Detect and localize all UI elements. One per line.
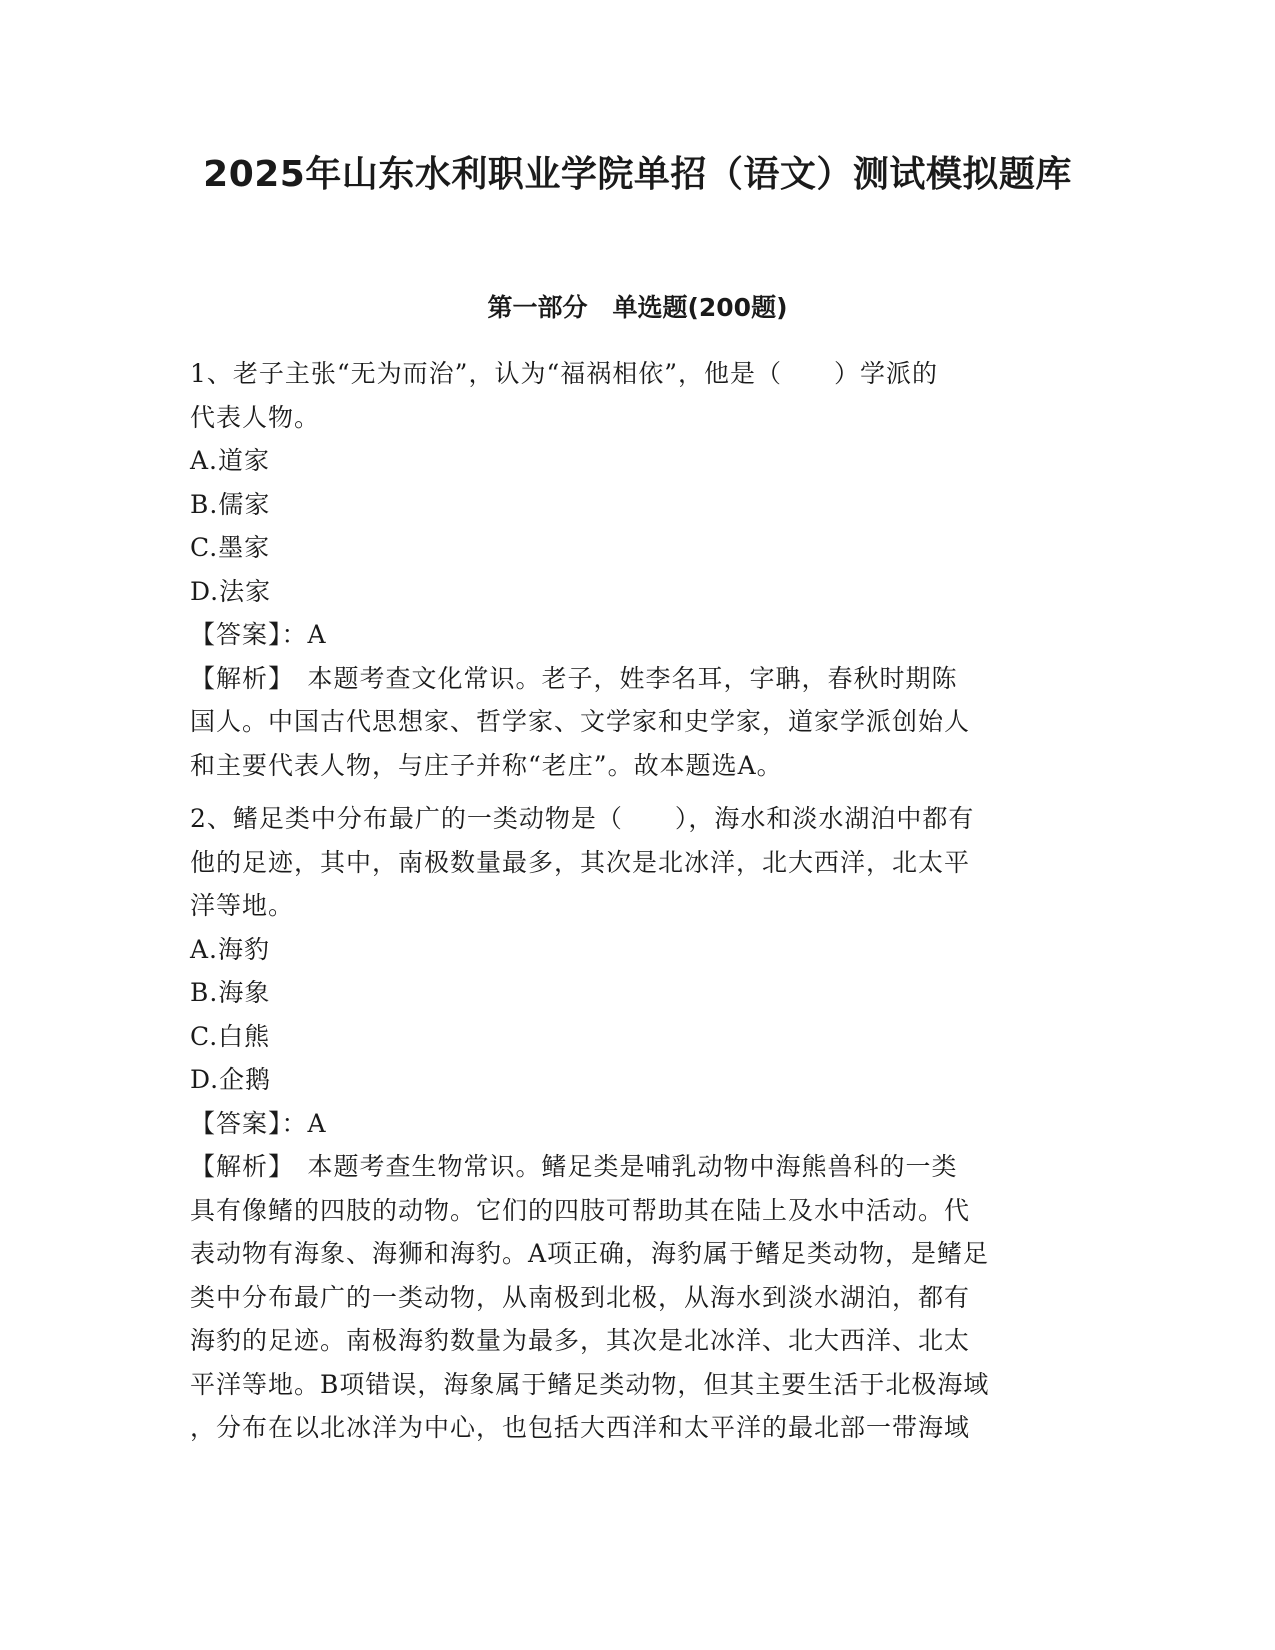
analysis-line: 【解析】 本题考查生物常识。鳍足类是哺乳动物中海熊兽科的一类 [190, 1152, 958, 1181]
analysis-line: 【解析】 本题考查文化常识。老子，姓李名耳，字聃，春秋时期陈 [190, 663, 958, 693]
document-title: 2025年山东水利职业学院单招（语文）测试模拟题库 [203, 154, 1072, 195]
option-c: C.白熊 [190, 1021, 271, 1051]
analysis-line: 平洋等地。B项错误，海象属于鳍足类动物，但其主要生活于北极海域 [190, 1369, 990, 1399]
option-d: D.企鹅 [190, 1065, 272, 1094]
option-a: A.道家 [190, 446, 271, 475]
question-stem-line: 洋等地。 [190, 891, 295, 920]
option-b: B.海象 [190, 978, 271, 1007]
analysis-line: 具有像鳍的四肢的动物。它们的四肢可帮助其在陆上及水中活动。代 [190, 1195, 971, 1225]
option-b: B.儒家 [190, 489, 271, 519]
option-a: A.海豹 [190, 934, 271, 964]
analysis-line: 表动物有海象、海狮和海豹。A项正确，海豹属于鳍足类动物，是鳍足 [190, 1239, 990, 1268]
option-c: C.墨家 [190, 533, 271, 562]
question-stem-line: 他的足迹，其中，南极数量最多，其次是北冰洋，北大西洋，北太平 [190, 847, 971, 877]
analysis-line: 类中分布最广的一类动物，从南极到北极，从海水到淡水湖泊，都有 [190, 1282, 971, 1312]
analysis-line: 海豹的足迹。南极海豹数量为最多，其次是北冰洋、北大西洋、北太 [190, 1326, 971, 1355]
option-d: D.法家 [190, 576, 272, 606]
analysis-line: ，分布在以北冰洋为中心，也包括大西洋和太平洋的最北部一带海域 [190, 1413, 971, 1442]
question-1 [190, 352, 1085, 787]
answer-line: 【答案】：A [190, 1108, 327, 1138]
question-stem-line: 1、老子主张“无为而治”，认为“福祸相依”，他是（ ）学派的 [190, 359, 939, 388]
analysis-line: 和主要代表人物，与庄子并称“老庄”。故本题选A。 [190, 750, 783, 780]
section-title: 第一部分 单选题(200题) [487, 293, 788, 322]
analysis-line: 国人。中国古代思想家、哲学家、文学家和史学家，道家学派创始人 [190, 707, 971, 736]
question-stem-line: 2、鳍足类中分布最广的一类动物是（ ），海水和淡水湖泊中都有 [190, 804, 975, 833]
question-list [190, 352, 1085, 1460]
answer-line: 【答案】：A [190, 620, 327, 649]
question-2 [190, 797, 1085, 1450]
question-stem-line: 代表人物。 [190, 402, 321, 432]
